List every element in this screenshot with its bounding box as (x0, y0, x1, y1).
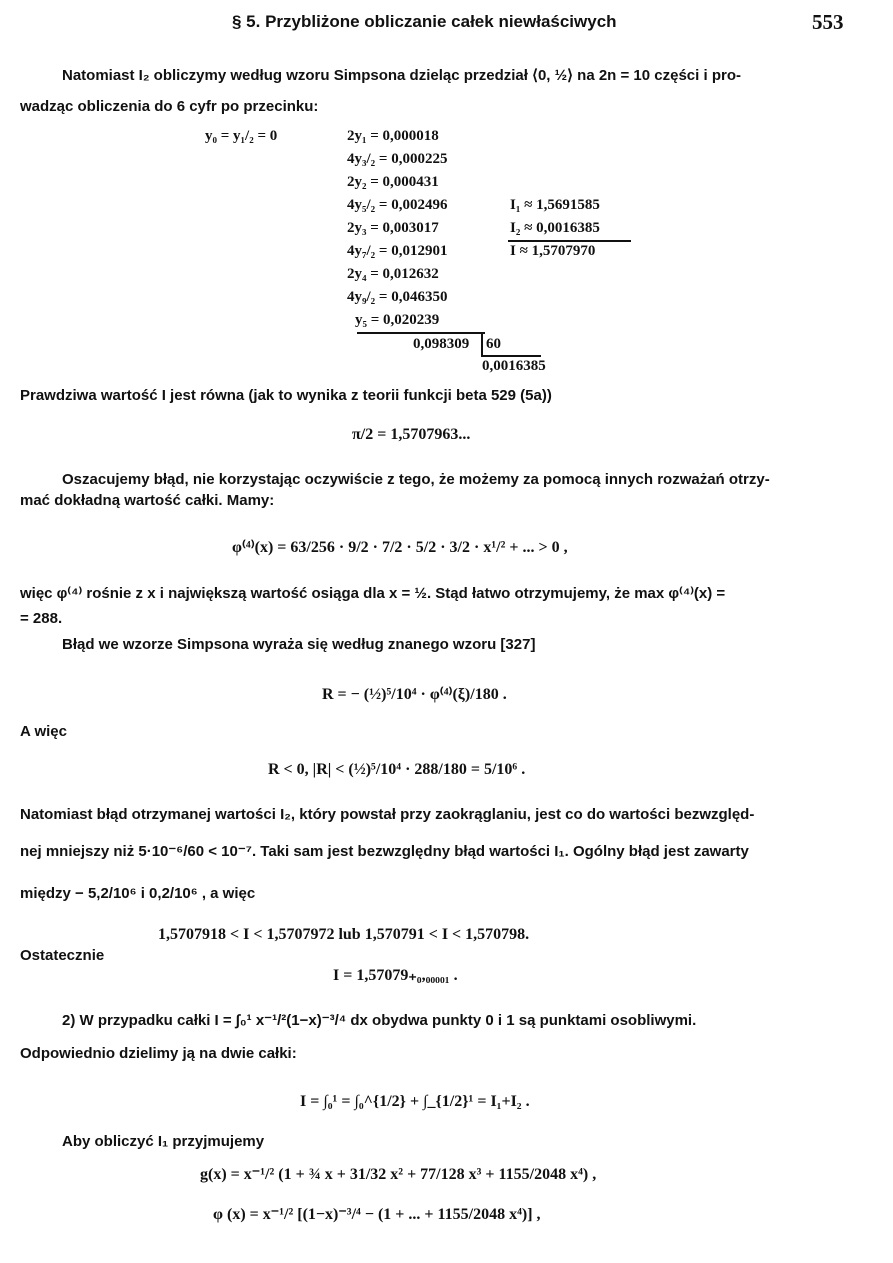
table-row: 4y₇/₂ = 0,012901 (347, 243, 448, 259)
running-header (0, 10, 893, 38)
table-row: 2y₄ = 0,012632 (347, 266, 439, 282)
table-sum: 0,098309 (413, 336, 470, 352)
paragraph-line: Błąd we wzorze Simpsona wyraża się według znanego wzoru [327] (62, 636, 536, 653)
paragraph-line: A więc (20, 723, 67, 740)
table-row: 2y₁ = 0,000018 (347, 128, 439, 144)
division-rule (481, 333, 483, 355)
paragraph-line: wadząc obliczenia do 6 cyfr po przecinku: (20, 98, 319, 115)
paragraph-line: Ostatecznie (20, 947, 105, 964)
equation: 1,5707918 < I < 1,5707972 lub 1,570791 < I < 1,570798. (158, 926, 530, 943)
equation: g(x) = x⁻¹/² (1 + ¾ x + 31/32 x² + 77/128 x³ + 1155/2048 x⁴) , (200, 1166, 597, 1183)
table-row: 2y₂ = 0,000431 (347, 174, 439, 190)
paragraph-line: Odpowiednio dzielimy ją na dwie całki: (20, 1045, 297, 1062)
equation: φ⁽⁴⁾(x) = 63/256 · 9/2 · 7/2 · 5/2 · 3/2 · x¹/² + ... > 0 , (232, 539, 568, 556)
paragraph-line: Natomiast I₂ obliczymy według wzoru Simpsona dzieląc przedział ⟨0, ½⟩ na 2n = 10 części i pro- (62, 67, 741, 84)
paragraph-line: Aby obliczyć I₁ przyjmujemy (62, 1133, 265, 1150)
section-title: § 5. Przybliżone obliczanie całek niewłaściwych (232, 12, 617, 31)
table-row: y₅ = 0,020239 (355, 312, 440, 328)
table-divisor: 60 (486, 336, 501, 352)
result-line: I₂ ≈ 0,0016385 (510, 220, 600, 236)
equation: π/2 = 1,5707963... (352, 426, 471, 443)
paragraph-line: mać dokładną wartość całki. Mamy: (20, 492, 275, 509)
paragraph-line: Prawdziwa wartość I jest równa (jak to wynika z teorii funkcji beta 529 (5a)) (20, 387, 552, 404)
equation: I = ∫₀¹ = ∫₀^{1/2} + ∫_{1/2}¹ = I₁+I₂ . (300, 1093, 530, 1110)
result-line: I₁ ≈ 1,5691585 (510, 197, 600, 213)
paragraph-line: nej mniejszy niż 5·10⁻⁶/60 < 10⁻⁷. Taki sam jest bezwzględny błąd wartości I₁. Ogólny błąd jest zawarty (20, 843, 749, 860)
equation: R = − (½)⁵/10⁴ · φ⁽⁴⁾(ξ)/180 . (322, 686, 507, 703)
table-y0: y₀ = y₁/₂ = 0 (205, 128, 278, 144)
table-quotient: 0,0016385 (482, 358, 546, 374)
result-line: I ≈ 1,5707970 (510, 243, 596, 259)
page-number: 553 (812, 10, 844, 34)
paragraph-line: = 288. (20, 610, 63, 627)
equation: I = 1,57079₊₀,₀₀₀₀₁ . (333, 967, 458, 984)
paragraph-line: więc φ⁽⁴⁾ rośnie z x i największą wartość osiąga dla x = ½. Stąd łatwo otrzymujemy, że max φ⁽⁴⁾(x) = (20, 585, 726, 602)
paragraph-line: 2) W przypadku całki I = ∫₀¹ x⁻¹/²(1−x)⁻³/⁴ dx obydwa punkty 0 i 1 są punktami osobliwymi. (62, 1012, 697, 1029)
paragraph-line: Oszacujemy błąd, nie korzystając oczywiście z tego, że możemy za pomocą innych rozważań otrzy- (62, 471, 770, 488)
table-row: 4y₃/₂ = 0,000225 (347, 151, 448, 167)
table-row: 4y₉/₂ = 0,046350 (347, 289, 448, 305)
equation: R < 0, |R| < (½)⁵/10⁴ · 288/180 = 5/10⁶ . (268, 761, 526, 778)
paragraph-line: Natomiast błąd otrzymanej wartości I₂, który powstał przy zaokrąglaniu, jest co do wartości bezwzględ- (20, 806, 755, 823)
equation: φ (x) = x⁻¹/² [(1−x)⁻³/⁴ − (1 + ... + 1155/2048 x⁴)] , (213, 1206, 541, 1223)
paragraph-line: między − 5,2/10⁶ i 0,2/10⁶ , a więc (20, 885, 256, 902)
table-row: 2y₃ = 0,003017 (347, 220, 439, 236)
table-row: 4y₅/₂ = 0,002496 (347, 197, 448, 213)
